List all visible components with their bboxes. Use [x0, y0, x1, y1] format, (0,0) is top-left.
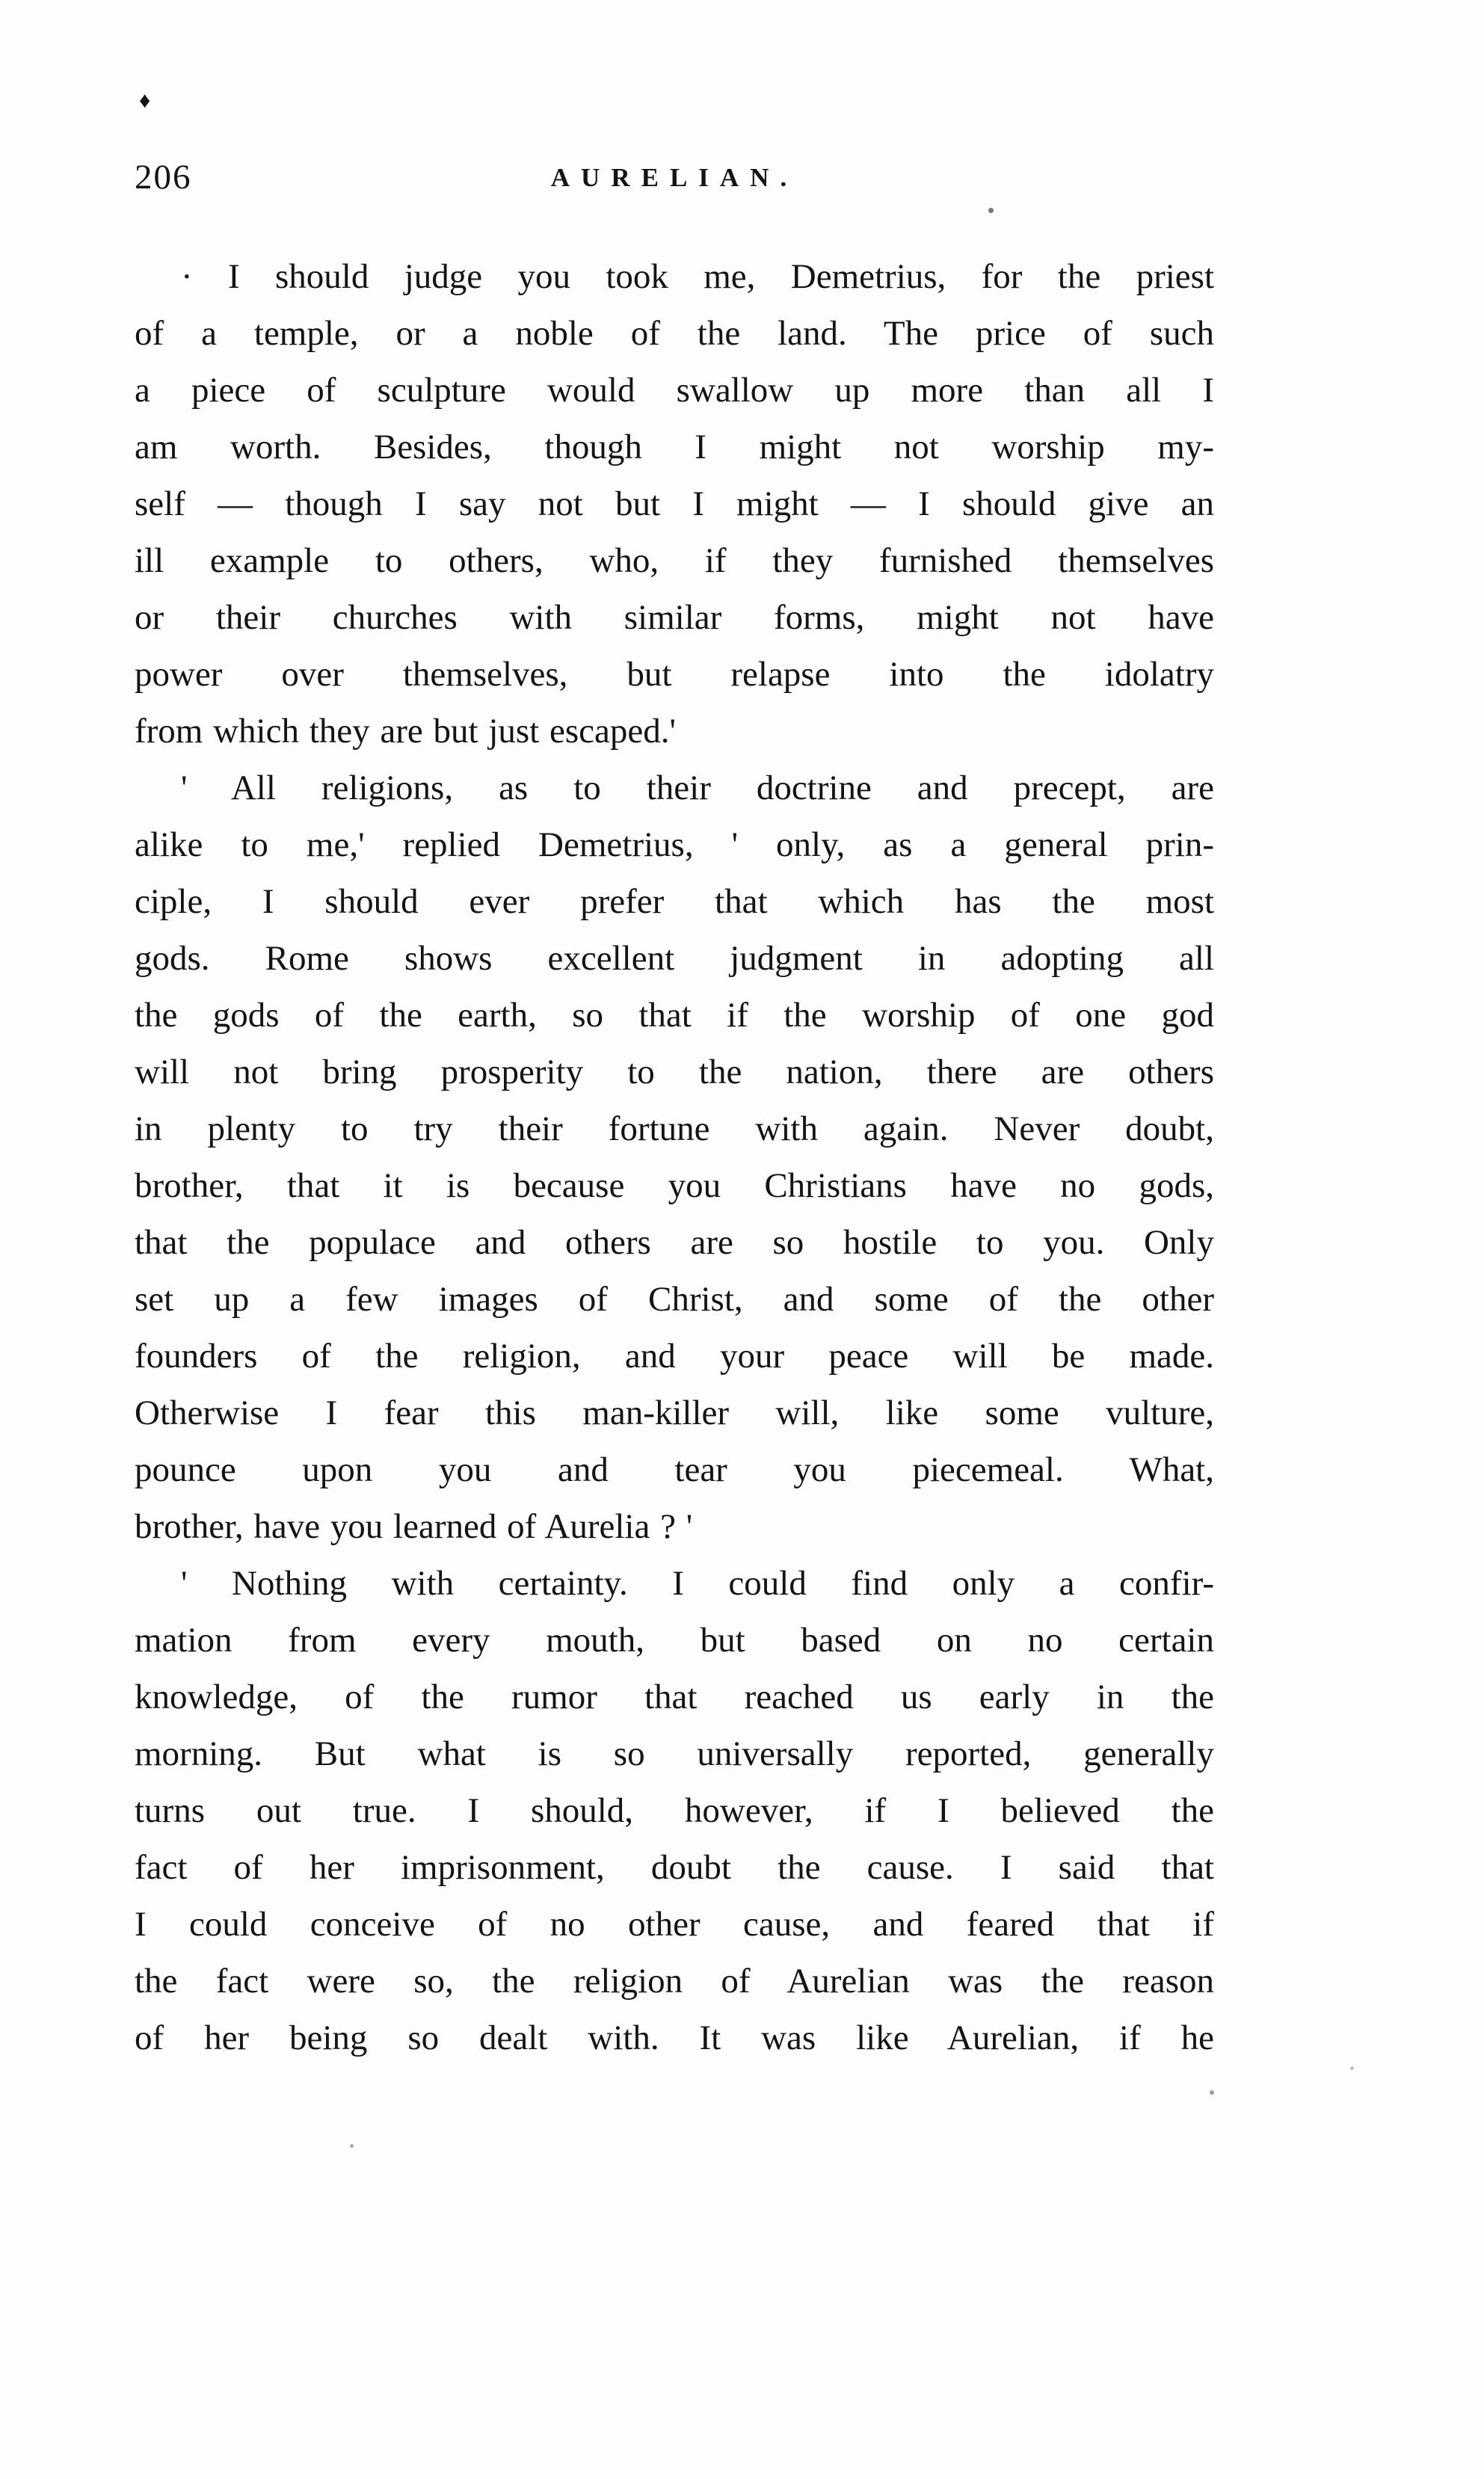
- text-line: from which they are but just escaped.': [135, 712, 676, 751]
- text-line: of a temple, or a noble of the land. The price of such: [135, 314, 1214, 353]
- text-line: the fact were so, the religion of Aurelian was the reason: [135, 1962, 1214, 2001]
- running-header: [135, 157, 1214, 202]
- paragraph: [135, 760, 1214, 1555]
- text-line: turns out true. I should, however, if I believed the: [135, 1791, 1214, 1830]
- text-line: ' Nothing with certainty. I could find only a confir-: [181, 1564, 1214, 1603]
- paragraph: [135, 1555, 1214, 2066]
- page-number: 206: [135, 158, 192, 197]
- text-line: fact of her imprisonment, doubt the cause. I said that: [135, 1848, 1214, 1887]
- text-line: ciple, I should ever prefer that which has the most: [135, 882, 1214, 921]
- text-line: pounce upon you and tear you piecemeal. What,: [135, 1450, 1214, 1489]
- text-line: will not bring prosperity to the nation, there are others: [135, 1053, 1214, 1091]
- text-line: I could conceive of no other cause, and feared that if: [135, 1905, 1214, 1944]
- running-head-title: AURELIAN.: [550, 163, 798, 192]
- text-line: mation from every mouth, but based on no certain: [135, 1621, 1214, 1660]
- text-line: founders of the religion, and your peace will be made.: [135, 1337, 1214, 1376]
- scan-speck: [988, 208, 994, 213]
- text-line: the gods of the earth, so that if the worship of one god: [135, 996, 1214, 1035]
- scan-speck: [1350, 2066, 1354, 2070]
- text-line: alike to me,' replied Demetrius, ' only, as a general prin-: [135, 825, 1214, 864]
- text-line: brother, that it is because you Christians have no gods,: [135, 1166, 1214, 1205]
- text-line: or their churches with similar forms, might not have: [135, 598, 1214, 637]
- text-line: set up a few images of Christ, and some of the other: [135, 1280, 1214, 1319]
- text-line: self — though I say not but I might — I should give an: [135, 484, 1214, 523]
- paragraph: [135, 248, 1214, 760]
- text-line: morning. But what is so universally reported, generally: [135, 1734, 1214, 1773]
- text-line: brother, have you learned of Aurelia ? ': [135, 1507, 693, 1546]
- scan-speck: [1210, 2090, 1214, 2095]
- text-line: am worth. Besides, though I might not worship my-: [135, 428, 1214, 466]
- text-line: Otherwise I fear this man-killer will, like some vulture,: [135, 1394, 1214, 1432]
- text-line: ill example to others, who, if they furnished themselves: [135, 541, 1214, 580]
- text-line: in plenty to try their fortune with again. Never doubt,: [135, 1109, 1214, 1148]
- text-line: · I should judge you took me, Demetrius, for the priest: [181, 257, 1214, 296]
- page-body: [135, 248, 1214, 2066]
- text-line: knowledge, of the rumor that reached us early in the: [135, 1678, 1214, 1716]
- scan-speck: [350, 2144, 354, 2148]
- text-line: of her being so dealt with. It was like Aurelian, if he: [135, 2018, 1214, 2057]
- text-line: gods. Rome shows excellent judgment in adopting all: [135, 939, 1214, 978]
- text-line: power over themselves, but relapse into the idolatry: [135, 655, 1214, 694]
- text-line: ' All religions, as to their doctrine and precept, are: [181, 769, 1214, 807]
- ink-mark: ♦: [139, 88, 151, 113]
- text-line: a piece of sculpture would swallow up more than all I: [135, 371, 1214, 410]
- text-line: that the populace and others are so hostile to you. Only: [135, 1223, 1214, 1262]
